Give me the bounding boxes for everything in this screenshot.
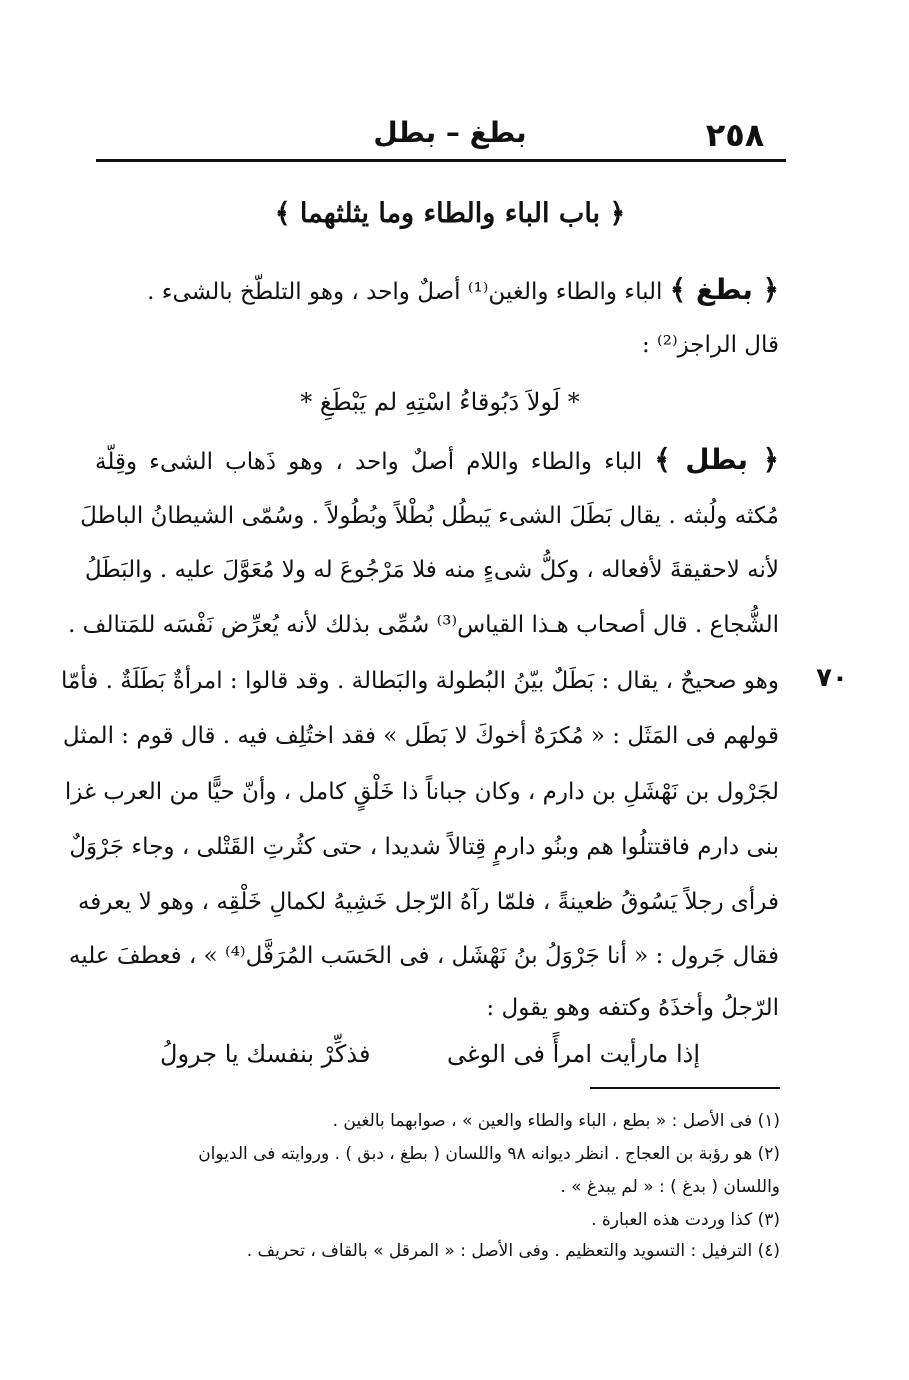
body-line: قولهم فى المَثَل : « مُكرَهٌ أخوكَ لا بَطَل » فقد اختُلِف فيه . قال قوم : المثل: [62, 723, 779, 749]
entry-word-batal: ﴿ بطل ﴾: [654, 443, 780, 476]
body-line: لجَرْول بن نَهْشَلِ بن دارم ، وكان جباناً ذا خَلْقٍ كامل ، وأنّ حيًّا من العرب غزا: [64, 779, 779, 805]
body-line: الشُّجاع . قال أصحاب هـذا القياس⁽³⁾ سُمِّى بذلك لأنه يُعرِّض نَفْسَه للمَتالف .: [68, 612, 779, 638]
running-head: بطغ – بطل: [373, 116, 527, 149]
footnote: (١) فى الأصل : « بطع ، الباء والطاء والعين » ، صوابهما بالغين .: [332, 1111, 780, 1131]
poem-verse: [160, 1034, 700, 1074]
header-rule: [96, 159, 786, 162]
footnote: واللسان ( بدغ ) : « لم يبدغ » .: [560, 1177, 780, 1197]
body-line: وهو صحيحٌ ، يقال : بَطَلٌ بيّنُ البُطولة والبَطالة . وقد قالوا : امرأةٌ بَطَلَةٌ . فأمّا: [60, 668, 779, 694]
footnote-rule: [590, 1087, 780, 1089]
body-line: فقال جَرول : « أنا جَرْوَلُ بنُ نَهْشَل ، فى الحَسَب المُرَفَّل⁽⁴⁾ » ، فعطفَ عليه: [68, 943, 779, 969]
margin-line-number: ٧٠: [816, 663, 848, 693]
footnote: (٢) هو رؤبة بن العجاج . انظر ديوانه ٩٨ واللسان ( بطغ ، دبق ) . وروايته فى الديوان: [198, 1144, 780, 1164]
footnote: (٣) كذا وردت هذه العبارة .: [591, 1210, 780, 1230]
body-line: بنى دارم فاقتتلُوا هم وبنُو دارمٍ قِتالاً شديدا ، حتى كثُرتِ القَتْلى ، وجاء جَرْوَلٌ: [69, 834, 779, 860]
poem-hemistich-2: فذكِّرْ بنفسك يا جرولُ: [160, 1040, 371, 1068]
entry-batal-text: الباء والطاء واللام أصلٌ واحد ، وهو ذَهاب الشىء وقِلّة: [95, 449, 643, 475]
poem-hemistich-1: إذا مارأيت امرأً فى الوغى: [446, 1040, 700, 1068]
footnote: (٤) الترفيل : التسويد والتعظيم . وفى الأصل : « المرقل » بالقاف ، تحريف .: [246, 1241, 780, 1261]
entry-batal-line-1: [95, 440, 779, 482]
rajaz-verse: * لَولاَ دَبُوقاءُ اسْتِهِ لم يَبْطَغِ *: [300, 388, 580, 416]
entry-batagh-line-2: قال الراجز⁽²⁾ :: [641, 332, 779, 358]
entry-batagh-line-1: [95, 270, 779, 312]
body-line: لأنه لاحقيقةَ لأفعاله ، وكلُّ شىءٍ منه فلا مَرْجُوعَ له ولا مُعَوَّلَ عليه . والبَطَلُ: [84, 557, 779, 583]
chapter-title: ﴿ باب الباء والطاء وما يثلثهما ﴾: [274, 198, 626, 229]
entry-batagh-text: الباء والطاء والغين⁽¹⁾ أصلٌ واحد ، وهو التلطّخ بالشىء .: [147, 279, 663, 305]
entry-word-batagh: ﴿ بطغ ﴾: [669, 273, 779, 306]
body-line: الرّجلُ وأخذَهُ وكتفه وهو يقول :: [486, 995, 779, 1021]
page-number: ٢٥٨: [705, 116, 765, 154]
body-line: فرأى رجلاً يَسُوقُ ظعينةً ، فلمّا رآهُ الرّجل خَشِيهُ لكمالِ خَلْقِه ، وهو لا يعرفه: [77, 889, 779, 915]
body-line: مُكثه ولُبثه . يقال بَطَلَ الشىء يَبطُل بُطْلاً وبُطُولاً . وسُمّى الشيطانُ الباطلَ: [80, 503, 779, 529]
